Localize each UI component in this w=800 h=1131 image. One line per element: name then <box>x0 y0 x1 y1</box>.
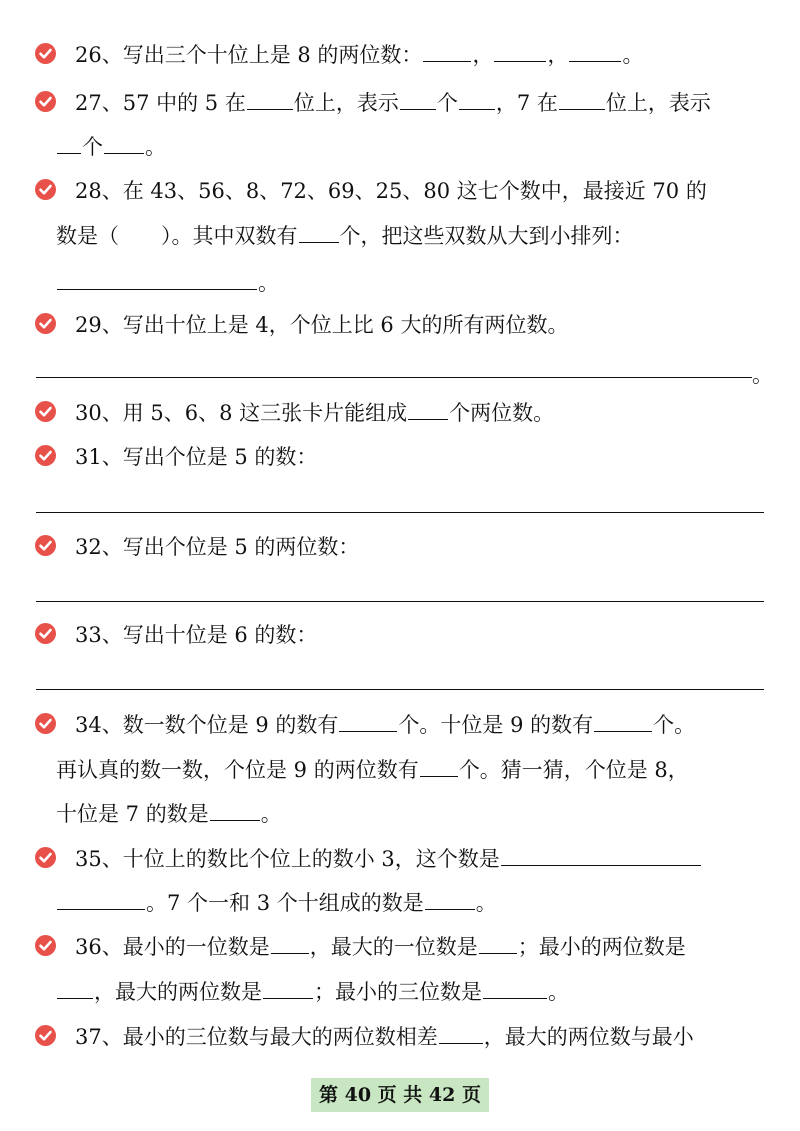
page-number-text: 第 40 页 共 42 页 <box>319 1084 481 1106</box>
check-circle-icon <box>35 91 56 112</box>
answer-blank[interactable] <box>210 802 260 821</box>
answer-blank[interactable] <box>57 891 145 910</box>
answer-line[interactable] <box>36 689 764 690</box>
answer-line[interactable] <box>36 377 752 378</box>
answer-blank[interactable] <box>57 980 93 999</box>
check-circle-icon <box>35 43 56 64</box>
answer-blank[interactable] <box>247 91 293 110</box>
answer-blank[interactable] <box>483 980 547 999</box>
answer-line[interactable] <box>36 601 764 602</box>
answer-blank[interactable] <box>339 713 397 732</box>
answer-blank[interactable] <box>494 43 546 62</box>
answer-blank[interactable] <box>459 91 495 110</box>
check-circle-icon <box>35 401 56 422</box>
answer-blank[interactable] <box>479 935 517 954</box>
check-circle-icon <box>35 1025 56 1046</box>
answer-blank[interactable] <box>57 135 81 154</box>
answer-blank[interactable] <box>425 891 475 910</box>
answer-blank[interactable] <box>559 91 605 110</box>
answer-blank[interactable] <box>594 713 652 732</box>
answer-blank[interactable] <box>423 43 471 62</box>
check-circle-icon <box>35 623 56 644</box>
check-circle-icon <box>35 535 56 556</box>
page-number-footer <box>311 1078 489 1112</box>
answer-blank[interactable] <box>439 1025 483 1044</box>
answer-blank[interactable] <box>420 758 458 777</box>
answer-blank[interactable] <box>400 91 436 110</box>
answer-blank[interactable] <box>57 271 257 290</box>
answer-blank[interactable] <box>501 847 701 866</box>
answer-blank[interactable] <box>104 135 144 154</box>
check-circle-icon <box>35 445 56 466</box>
check-circle-icon <box>35 935 56 956</box>
answer-line[interactable] <box>36 512 764 513</box>
check-circle-icon <box>35 179 56 200</box>
check-circle-icon <box>35 713 56 734</box>
check-circle-icon <box>35 313 56 334</box>
answer-blank[interactable] <box>408 401 448 420</box>
answer-blank[interactable] <box>263 980 313 999</box>
answer-blank[interactable] <box>299 224 339 243</box>
answer-blank[interactable] <box>271 935 309 954</box>
check-circle-icon <box>35 847 56 868</box>
answer-blank[interactable] <box>569 43 621 62</box>
